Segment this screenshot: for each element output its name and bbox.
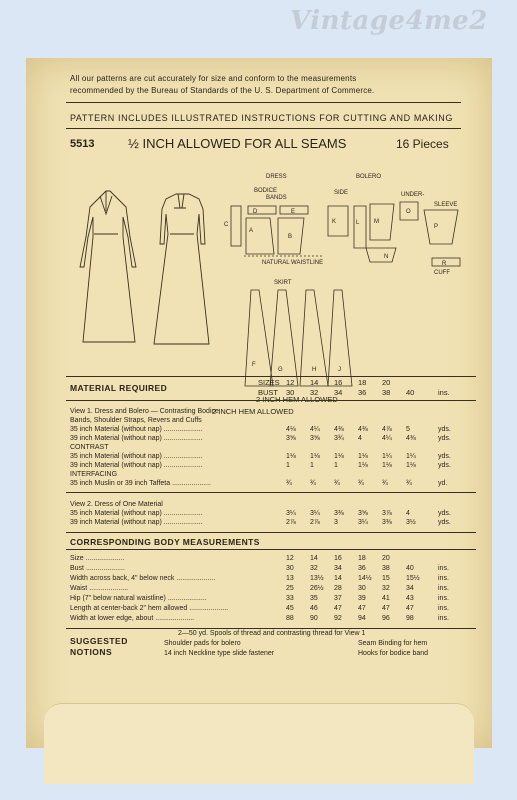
svg-text:K: K	[332, 219, 337, 225]
body-row-label: Width at lower edge, about ....................	[70, 615, 195, 622]
interfacing-row-value: ¾	[358, 480, 364, 487]
body-row-value: 25	[286, 585, 294, 592]
view1-row-value: 4¼	[310, 426, 320, 433]
dotted-leader: ....................	[170, 480, 211, 487]
svg-text:F: F	[252, 362, 256, 368]
view2-row-value: 4	[406, 510, 410, 517]
contrast-row-value: 1	[334, 462, 338, 469]
contrast-row-unit: yds.	[438, 453, 451, 460]
view2-row-value: 3¼	[358, 519, 368, 526]
pattern-number: 5513	[70, 138, 95, 150]
interfacing-row-value: ¾	[334, 480, 340, 487]
body-row-value: 98	[406, 615, 414, 622]
notions-title-2: NOTIONS	[70, 647, 113, 657]
watermark: Vintage4me2	[290, 6, 488, 36]
dotted-leader: ....................	[161, 453, 203, 460]
contrast-row-value: 1¼	[382, 453, 392, 460]
body-row-value: 47	[334, 605, 342, 612]
view2-row-value: 3⅝	[358, 510, 368, 517]
dotted-leader: ....................	[83, 555, 125, 562]
view1-row-value: 4⅞	[382, 426, 392, 433]
body-row-value: 35	[310, 595, 318, 602]
dotted-leader: ....................	[165, 595, 207, 602]
contrast-row-label: 39 inch Material (without nap) ....................	[70, 462, 203, 469]
svg-text:CUFF: CUFF	[434, 270, 450, 276]
view1-row-label: 35 inch Material (without nap) ....................	[70, 426, 203, 433]
envelope-flap	[44, 703, 474, 784]
body-row-value: 14	[310, 555, 318, 562]
body-row-value: 26½	[310, 585, 324, 592]
view2-row-value: 3⅜	[334, 510, 344, 517]
view2-title: View 2. Dress of One Material	[70, 501, 163, 508]
view1-row-unit: yds.	[438, 435, 451, 442]
notions-title-1: SUGGESTED	[70, 636, 128, 646]
svg-text:E: E	[291, 209, 296, 215]
busts-3: 36	[358, 388, 367, 397]
view1-title: View 1. Dress and Bolero — Contrasting Bodice	[70, 408, 219, 415]
material-required-title: MATERIAL REQUIRED	[70, 383, 168, 393]
notions-line-3a: 14 inch Neckline type slide fastener	[164, 650, 275, 657]
contrast-row-value: 1⅛	[382, 462, 392, 469]
body-row-value: 30	[286, 565, 294, 572]
view2-row-value: 2⅞	[310, 519, 320, 526]
view2-row-label: 39 inch Material (without nap) ....................	[70, 519, 203, 526]
piece-count: 16 Pieces	[396, 137, 449, 151]
pattern-diagram	[66, 166, 476, 373]
contrast-row-value: 1	[286, 462, 290, 469]
svg-text:O: O	[406, 209, 411, 215]
sizes-1: 14	[310, 378, 319, 387]
view2-row-label: 35 inch Material (without nap) ....................	[70, 510, 203, 517]
interfacing-row-label: 35 inch Muslin or 39 inch Taffeta ....................	[70, 480, 211, 487]
view1-row-value: 4⅜	[358, 426, 368, 433]
busts-1: 32	[310, 388, 319, 397]
sizes-0: 12	[286, 378, 295, 387]
view1-row-value: 4⅛	[286, 426, 296, 433]
bust-label: BUST	[258, 388, 279, 397]
dotted-leader: ....................	[161, 519, 203, 526]
body-row-value: 32	[310, 565, 318, 572]
view2-row-value: 2⅞	[286, 519, 296, 526]
view2-row-value: 3⅜	[382, 519, 392, 526]
contrast-row-value: 1⅛	[358, 453, 368, 460]
body-row-label: Width across back, 4" below neck ....................	[70, 575, 216, 582]
view2-row-value: 3¼	[310, 510, 320, 517]
contrast-row-value: 1⅛	[310, 453, 320, 460]
svg-text:P: P	[434, 224, 439, 230]
view2-row-value: 3	[334, 519, 338, 526]
interfacing-row-value: ¾	[406, 480, 412, 487]
body-row-value: 14	[334, 575, 342, 582]
dotted-leader: ....................	[161, 426, 203, 433]
busts-4: 38	[382, 388, 391, 397]
seam-allowance: ½ INCH ALLOWED FOR ALL SEAMS	[128, 136, 347, 151]
view2-row-unit: yds.	[438, 519, 451, 526]
view1-row-label: 39 inch Material (without nap) ....................	[70, 435, 203, 442]
body-row-value: 36	[358, 565, 366, 572]
body-row-label: Size ....................	[70, 555, 125, 562]
body-row-value: 47	[358, 605, 366, 612]
body-row-value: 37	[334, 595, 342, 602]
sizes-4: 20	[382, 378, 391, 387]
contrast-row-label: 35 inch Material (without nap) ....................	[70, 453, 203, 460]
body-row-value: 46	[310, 605, 318, 612]
interfacing-row-value: ¾	[310, 480, 316, 487]
dotted-leader: ....................	[87, 585, 129, 592]
hem-note: 2 INCH HEM ALLOWED	[212, 407, 294, 416]
contrast-row-value: 1¼	[406, 453, 416, 460]
view1-row-unit: yds.	[438, 426, 451, 433]
svg-text:N: N	[384, 254, 389, 260]
view1-subtitle: Bands, Shoulder Straps, Revers and Cuffs	[70, 417, 202, 424]
body-measurements-title: CORRESPONDING BODY MEASUREMENTS	[70, 537, 260, 547]
pattern-includes: PATTERN INCLUDES ILLUSTRATED INSTRUCTIONS FOR CUTTING AND MAKING	[70, 113, 453, 123]
dress-view-2-sketch	[154, 194, 209, 344]
body-row-value: 32	[382, 585, 390, 592]
dotted-leader: ....................	[153, 615, 195, 622]
body-row-value: 20	[382, 555, 390, 562]
view2-row-value: 3½	[406, 519, 416, 526]
body-row-unit: ins.	[438, 605, 449, 612]
sizes-3: 18	[358, 378, 367, 387]
contrast-row-value: 1⅛	[286, 453, 296, 460]
contrast-row-value: 1⅛	[334, 453, 344, 460]
view2-row-value: 3¼	[286, 510, 296, 517]
body-row-unit: ins.	[438, 585, 449, 592]
body-row-value: 90	[310, 615, 318, 622]
body-row-value: 34	[334, 565, 342, 572]
dotted-leader: ....................	[161, 462, 203, 469]
svg-text:D: D	[253, 209, 258, 215]
svg-text:UNDER-: UNDER-	[401, 192, 425, 198]
svg-text:NATURAL WAISTLINE: NATURAL WAISTLINE	[262, 260, 324, 266]
view1-row-value: 3⅝	[310, 435, 320, 442]
body-row-label: Length at center-back 2" hem allowed ....................	[70, 605, 229, 612]
view1-row-value: 4	[358, 435, 362, 442]
dotted-leader: ....................	[161, 510, 203, 517]
busts-2: 34	[334, 388, 343, 397]
body-row-value: 14½	[358, 575, 372, 582]
body-row-value: 38	[382, 565, 390, 572]
contrast-row-unit: yds.	[438, 462, 451, 469]
intro-line-2: recommended by the Bureau of Standards of the U. S. Department of Commerce.	[70, 86, 375, 95]
svg-text:DRESS: DRESS	[266, 174, 287, 180]
bodice-pieces	[224, 206, 324, 266]
dotted-leader: ....................	[174, 575, 216, 582]
svg-text:R: R	[442, 261, 447, 267]
svg-text:L: L	[356, 220, 360, 226]
sizes-2: 16	[334, 378, 343, 387]
body-row-value: 12	[286, 555, 294, 562]
busts-5: 40	[406, 388, 415, 397]
body-row-value: 40	[406, 565, 414, 572]
body-row-value: 33	[286, 595, 294, 602]
skirt-pieces	[245, 290, 352, 386]
notions-line-3b: Hooks for bodice band	[358, 650, 429, 657]
view1-row-value: 3⅝	[286, 435, 296, 442]
svg-text:BANDS: BANDS	[266, 195, 287, 201]
bolero-pieces	[328, 190, 460, 276]
view1-row-value: 4¼	[382, 435, 392, 442]
body-row-value: 41	[382, 595, 390, 602]
body-row-value: 30	[358, 585, 366, 592]
pattern-envelope-back	[26, 58, 492, 748]
notions-line-1: 2—50 yd. Spools of thread and contrasting thread for View 1	[178, 630, 366, 637]
sizes-label: SIZES	[258, 378, 280, 387]
body-row-value: 88	[286, 615, 294, 622]
svg-text:SIDE: SIDE	[334, 190, 349, 196]
view2-row-unit: yds.	[438, 510, 451, 517]
body-row-label: Bust ....................	[70, 565, 125, 572]
body-row-unit: ins.	[438, 615, 449, 622]
body-row-value: 15	[382, 575, 390, 582]
busts-header	[26, 388, 492, 397]
svg-text:A: A	[249, 228, 254, 234]
view1-row-value: 3¾	[334, 435, 344, 442]
bust-unit: ins.	[438, 388, 450, 397]
body-row-value: 13	[286, 575, 294, 582]
contrast-row-value: 1⅛	[406, 462, 416, 469]
svg-text:J: J	[338, 367, 341, 373]
contrast-row-value: 1	[310, 462, 314, 469]
dotted-leader: ....................	[161, 435, 203, 442]
body-row-label: Waist ....................	[70, 585, 129, 592]
body-row-unit: ins.	[438, 575, 449, 582]
body-row-value: 47	[382, 605, 390, 612]
body-row-value: 13½	[310, 575, 324, 582]
body-row-value: 96	[382, 615, 390, 622]
dress-view-1-sketch	[80, 191, 136, 342]
svg-text:SKIRT: SKIRT	[274, 280, 292, 286]
view1-row-value: 5	[406, 426, 410, 433]
notions-line-2b: Seam Binding for hem	[358, 640, 428, 647]
view2-row-value: 3⅞	[382, 510, 392, 517]
interfacing-title: INTERFACING	[70, 471, 118, 478]
body-row-value: 16	[334, 555, 342, 562]
interfacing-row-unit: yd.	[438, 480, 448, 487]
body-row-value: 47	[406, 605, 414, 612]
svg-text:G: G	[278, 367, 283, 373]
body-row-value: 94	[358, 615, 366, 622]
svg-text:B: B	[288, 234, 293, 240]
contrast-row-value: 1⅛	[358, 462, 368, 469]
intro-line-1: All our patterns are cut accurately for size and conform to the measurements	[70, 74, 357, 83]
body-row-unit: ins.	[438, 595, 449, 602]
contrast-title: CONTRAST	[70, 444, 109, 451]
dotted-leader: ....................	[84, 565, 125, 572]
body-row-value: 28	[334, 585, 342, 592]
svg-text:H: H	[312, 367, 317, 373]
body-row-value: 92	[334, 615, 342, 622]
sizes-header	[26, 378, 492, 387]
view1-row-value: 4⅜	[334, 426, 344, 433]
interfacing-row-value: ¾	[382, 480, 388, 487]
body-row-value: 15½	[406, 575, 420, 582]
body-row-value: 45	[286, 605, 294, 612]
body-row-value: 18	[358, 555, 366, 562]
svg-text:BODICE: BODICE	[254, 188, 278, 194]
view1-row-value: 4⅜	[406, 435, 416, 442]
busts-0: 30	[286, 388, 295, 397]
svg-text:C: C	[224, 222, 229, 228]
svg-text:SLEEVE: SLEEVE	[434, 202, 458, 208]
body-row-value: 39	[358, 595, 366, 602]
body-row-unit: ins.	[438, 565, 449, 572]
svg-text:M: M	[374, 219, 379, 225]
dotted-leader: ....................	[187, 605, 229, 612]
body-row-label: Hip (7" below natural waistline) ....................	[70, 595, 207, 602]
notions-line-2a: Shoulder pads for bolero	[164, 640, 241, 647]
svg-text:BOLERO: BOLERO	[356, 174, 382, 180]
body-row-value: 34	[406, 585, 414, 592]
interfacing-row-value: ¾	[286, 480, 292, 487]
body-row-value: 43	[406, 595, 414, 602]
